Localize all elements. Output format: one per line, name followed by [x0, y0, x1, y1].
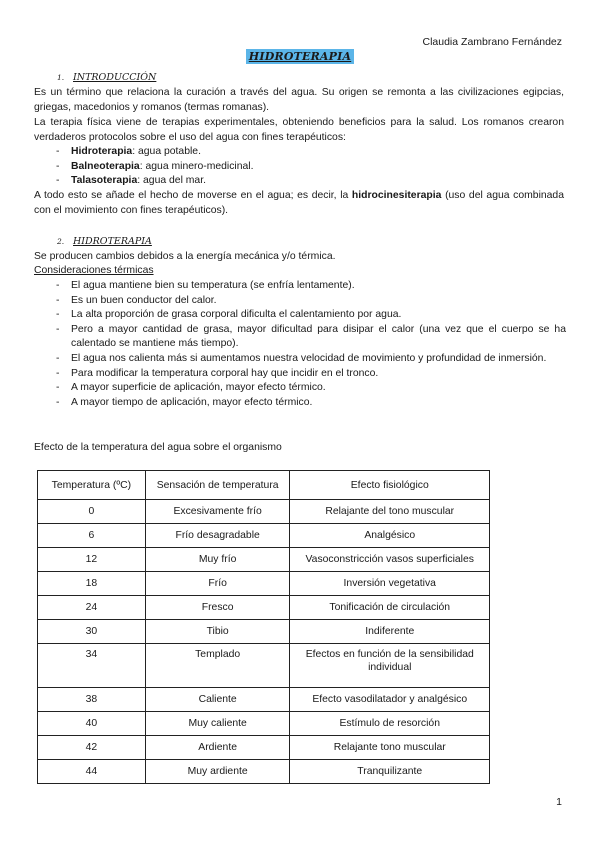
table-cell: Relajante tono muscular — [290, 736, 490, 760]
table-row — [38, 596, 490, 620]
list-item: - El agua mantiene bien su temperatura (se enfría lentamente). — [56, 279, 566, 294]
table-cell: 38 — [38, 688, 146, 712]
table-caption: Efecto de la temperatura del agua sobre el organismo — [34, 442, 282, 453]
table-cell: Muy frío — [145, 548, 290, 572]
table-row — [38, 644, 490, 688]
table-cell: 12 — [38, 548, 146, 572]
table-cell: Relajante del tono muscular — [290, 500, 490, 524]
section-1-number: 1. — [57, 73, 65, 82]
table-cell: 42 — [38, 736, 146, 760]
table-cell: Muy caliente — [145, 712, 290, 736]
table-cell: 30 — [38, 620, 146, 644]
list-item: - A mayor tiempo de aplicación, mayor efecto térmico. — [56, 396, 566, 411]
table-cell: Tonificación de circulación — [290, 596, 490, 620]
table-cell: Muy ardiente — [145, 760, 290, 784]
table-cell: 44 — [38, 760, 146, 784]
table-cell: Frío — [145, 572, 290, 596]
table-cell: Tibio — [145, 620, 290, 644]
table-cell: Frío desagradable — [145, 524, 290, 548]
table-cell: Caliente — [145, 688, 290, 712]
list-item: - Para modificar la temperatura corporal hay que incidir en el tronco. — [56, 367, 566, 382]
table-cell: Tranquilizante — [290, 760, 490, 784]
table-header-row — [38, 471, 490, 500]
table-row — [38, 620, 490, 644]
list-item: - Balneoterapia: agua minero-medicinal. — [56, 160, 566, 175]
table-row — [38, 524, 490, 548]
table-cell: Indiferente — [290, 620, 490, 644]
table-cell: 6 — [38, 524, 146, 548]
column-header: Temperatura (ºC) — [38, 471, 146, 500]
section-2-intro: Se producen cambios debidos a la energía mecánica y/o térmica. — [34, 251, 336, 262]
section-1-paragraph-3: A todo esto se añade el hecho de moverse en el agua; es decir, la hidrocinesiterapia (uso del agua combinada con el movimiento con fines terapéuticos). — [34, 190, 564, 216]
table-cell: 0 — [38, 500, 146, 524]
section-2-number: 2. — [57, 237, 65, 246]
table-cell: 40 — [38, 712, 146, 736]
list-item: - Es un buen conductor del calor. — [56, 294, 566, 309]
column-header: Sensación de temperatura — [145, 471, 290, 500]
table-cell: Efectos en función de la sensibilidad individual — [290, 644, 490, 688]
table-row — [38, 500, 490, 524]
page-number: 1 — [556, 796, 562, 808]
table-cell: 18 — [38, 572, 146, 596]
section-1-title: INTRODUCCIÓN — [73, 72, 157, 83]
table-row — [38, 688, 490, 712]
hidrocinesiterapia-term: hidrocinesiterapia — [351, 190, 442, 201]
table-row — [38, 736, 490, 760]
list-item: - La alta proporción de grasa corporal dificulta el calentamiento por agua. — [56, 308, 566, 323]
section-2-heading — [57, 236, 152, 247]
table-cell: 34 — [38, 644, 146, 688]
thermal-considerations-heading: Consideraciones térmicas — [34, 265, 154, 276]
list-item: - Pero a mayor cantidad de grasa, mayor dificultad para disipar el calor (una vez que el cuerpo se ha calentado se mantiene más tiempo). — [56, 323, 566, 352]
section-2-title: HIDROTERAPIA — [73, 236, 152, 247]
list-item: - El agua nos calienta más si aumentamos nuestra velocidad de movimiento y profundidad de inmersión. — [56, 352, 566, 367]
table-cell: 24 — [38, 596, 146, 620]
table-cell: Vasoconstricción vasos superficiales — [290, 548, 490, 572]
table-row — [38, 572, 490, 596]
author-name: Claudia Zambrano Fernández — [422, 36, 562, 48]
list-item: - A mayor superficie de aplicación, mayor efecto térmico. — [56, 381, 566, 396]
table-cell: Ardiente — [145, 736, 290, 760]
table-row — [38, 712, 490, 736]
list-item: - Hidroterapia: agua potable. — [56, 145, 566, 160]
temperature-effects-table — [37, 470, 490, 784]
table-cell: Templado — [145, 644, 290, 688]
table-cell: Inversión vegetativa — [290, 572, 490, 596]
document-title-wrap — [0, 50, 600, 63]
section-1-heading — [57, 72, 156, 83]
column-header: Efecto fisiológico — [290, 471, 490, 500]
table-cell: Analgésico — [290, 524, 490, 548]
section-1-paragraph-1: Es un término que relaciona la curación a través del agua. Su origen se remonta a las civilizaciones egipcias, griegas, macedonios y romanos (termas romanas). — [34, 87, 564, 113]
document-title: HIDROTERAPIA — [246, 49, 354, 64]
table-cell: Fresco — [145, 596, 290, 620]
table-row — [38, 760, 490, 784]
table-row — [38, 548, 490, 572]
therapy-types-list — [56, 145, 566, 189]
table-cell: Efecto vasodilatador y analgésico — [290, 688, 490, 712]
thermal-considerations-list — [56, 279, 566, 410]
table-cell: Excesivamente frío — [145, 500, 290, 524]
list-item: - Talasoterapia: agua del mar. — [56, 174, 566, 189]
table-cell: Estímulo de resorción — [290, 712, 490, 736]
section-1-paragraph-2: La terapia física viene de terapias experimentales, obteniendo beneficios para la salud. Los romanos crearon verdaderos protocolos sobre el uso del agua con fines terapéuticos: — [34, 117, 564, 143]
